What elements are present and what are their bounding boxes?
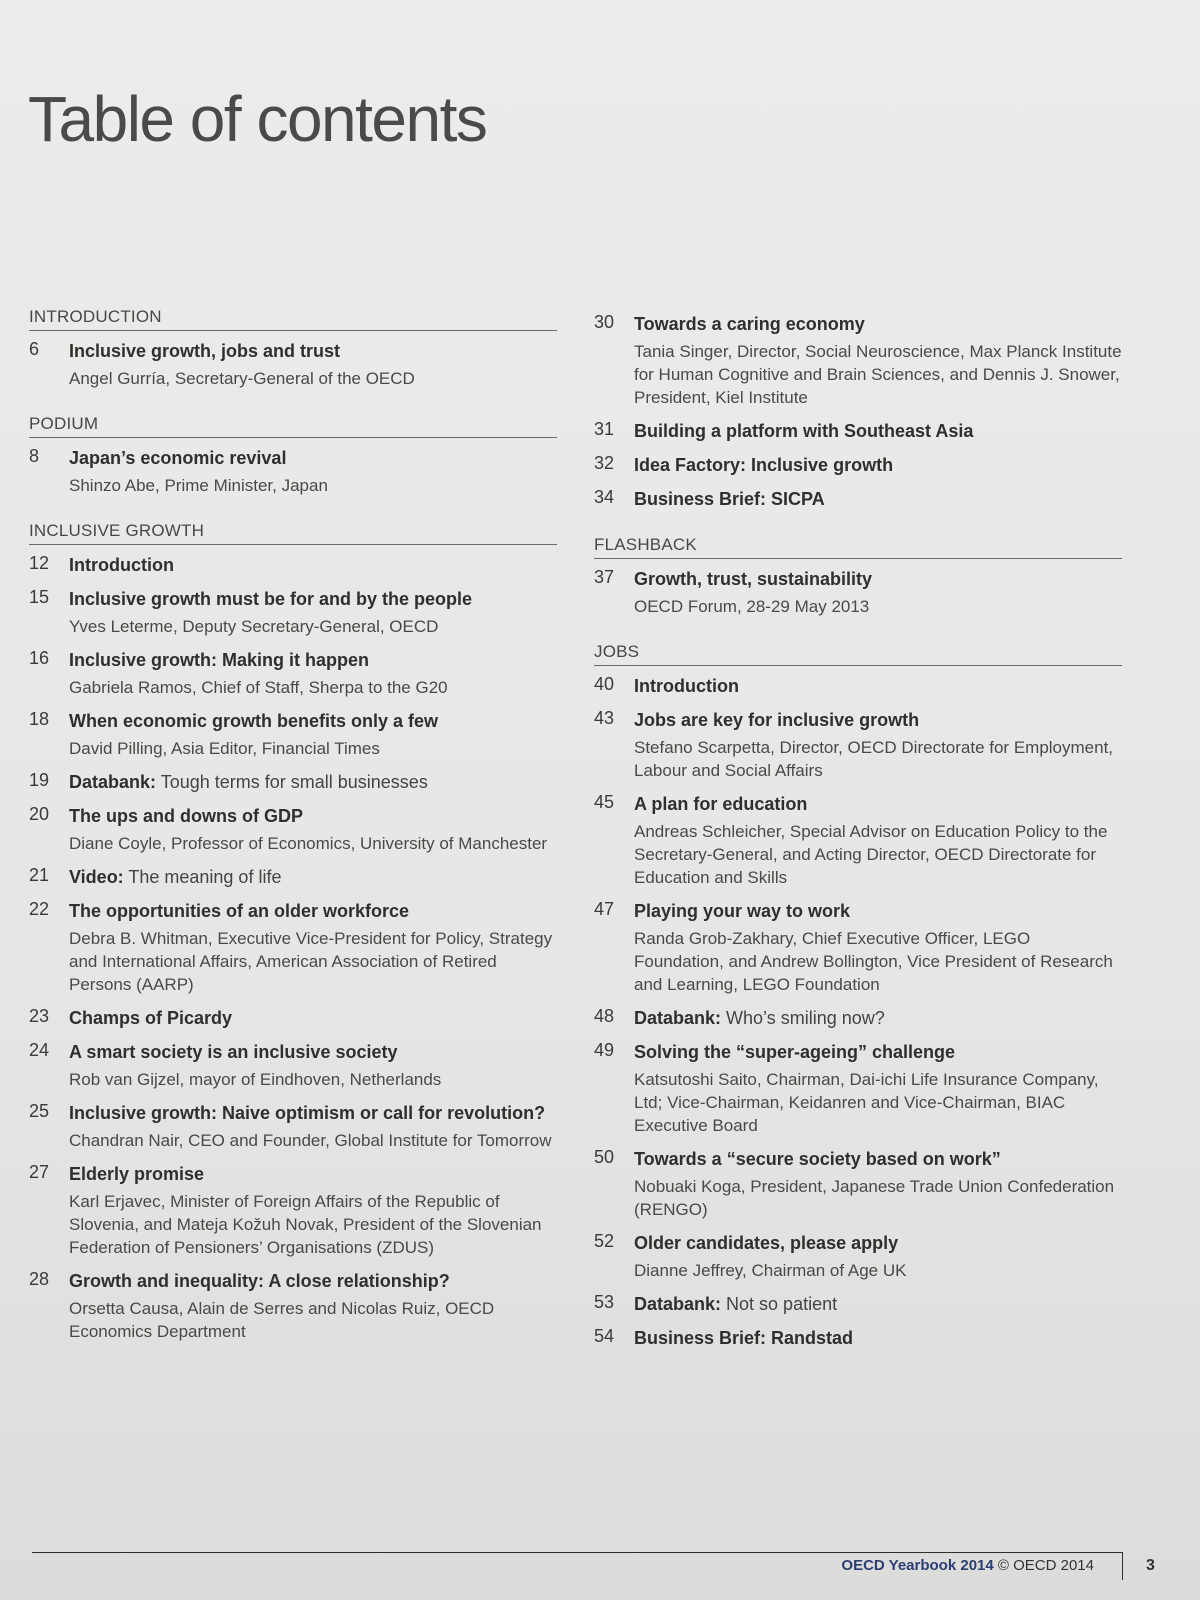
entry-title-text: Elderly promise [69,1164,205,1184]
entry-body [69,804,557,855]
toc-section [594,312,1122,511]
toc-entry[interactable] [29,648,557,699]
toc-entry[interactable] [594,567,1122,618]
entry-description: Debra B. Whitman, Executive Vice-President for Policy, Strategy and International Affairs, American Association of Retired Persons (AARP) [69,929,553,994]
entry-title[interactable] [634,1292,1122,1316]
entry-description: Nobuaki Koga, President, Japanese Trade Union Confederation (RENGO) [634,1177,1115,1219]
toc-entry[interactable] [594,1040,1122,1137]
entry-title-text: Inclusive growth: Naive optimism or call for revolution? [69,1103,546,1123]
toc-left-column [29,307,557,1367]
toc-section [29,521,557,1343]
entry-title[interactable] [634,1040,1122,1064]
entry-page-number: 54 [594,1326,615,1346]
entry-body [69,709,557,760]
entry-title[interactable] [634,899,1122,923]
entry-page-number: 24 [29,1040,50,1060]
entry-title[interactable] [69,1101,557,1125]
entry-title[interactable] [634,312,1122,336]
entry-page-number: 31 [594,419,615,439]
entry-title[interactable] [69,1040,557,1064]
entry-page-number: 37 [594,567,615,587]
entry-title-text: Jobs are key for inclusive growth [634,710,920,730]
entry-title-text: Towards a “secure society based on work” [634,1149,1001,1169]
entry-page-number: 12 [29,553,50,573]
entry-title[interactable] [634,1326,1122,1350]
entry-body [69,770,557,794]
entry-title-text: Older candidates, please apply [634,1233,899,1253]
entry-description: Karl Erjavec, Minister of Foreign Affairs of the Republic of Slovenia, and Mateja Kožuh Novak, President of the Slovenian Federation of Pensioners’ Organisations (ZDUS) [69,1192,542,1257]
entry-title[interactable] [634,487,1122,511]
entry-page-number: 16 [29,648,50,668]
entry-title-text: Inclusive growth must be for and by the people [69,589,473,609]
entry-page-number: 48 [594,1006,615,1026]
entry-body [634,899,1122,996]
toc-entry[interactable] [594,453,1122,477]
entry-page-number: 27 [29,1162,50,1182]
entry-title-text: A smart society is an inclusive society [69,1042,398,1062]
entry-description: Shinzo Abe, Prime Minister, Japan [69,476,328,495]
entry-body [69,1101,557,1152]
toc-entry[interactable] [29,587,557,638]
entry-title-text: Towards a caring economy [634,314,865,334]
footer-rule [32,1552,1122,1553]
entry-body [634,1147,1122,1221]
toc-entry[interactable] [29,770,557,794]
section-heading: FLASHBACK [594,535,1122,559]
entry-title[interactable] [634,453,1122,477]
toc-entry[interactable] [594,1147,1122,1221]
entry-title-rest: Not so patient [721,1294,838,1314]
toc-entry[interactable] [29,1040,557,1091]
entry-title[interactable] [634,674,1122,698]
entry-body [634,792,1122,889]
section-heading: INTRODUCTION [29,307,557,331]
toc-entry[interactable] [594,419,1122,443]
entry-description: Randa Grob-Zakhary, Chief Executive Officer, LEGO Foundation, and Andrew Bollington, Vice President of Research and Learning, LEGO Foundation [634,929,1113,994]
entry-description: Diane Coyle, Professor of Economics, University of Manchester [69,834,548,853]
entry-title-text: Solving the “super-ageing” challenge [634,1042,956,1062]
entry-page-number: 23 [29,1006,50,1026]
entry-title-text: A plan for education [634,794,808,814]
entry-body [634,1292,1122,1316]
entry-body [634,1231,1122,1282]
entry-title[interactable] [634,1147,1122,1171]
entry-page-number: 50 [594,1147,615,1167]
entry-page-number: 15 [29,587,50,607]
entry-page-number: 40 [594,674,615,694]
entry-title-text: The ups and downs of GDP [69,806,303,826]
entry-title[interactable] [69,899,557,923]
entry-description: Stefano Scarpetta, Director, OECD Directorate for Employment, Labour and Social Affairs [634,738,1114,780]
entry-title-text: Champs of Picardy [69,1008,233,1028]
toc-entry[interactable] [29,1101,557,1152]
entry-title[interactable] [69,1162,557,1186]
toc-entry[interactable] [594,1326,1122,1350]
entry-description: Tania Singer, Director, Social Neuroscience, Max Planck Institute for Human Cognitive and Brain Sciences, and Dennis J. Snower, President, Kiel Institute [634,342,1122,407]
entry-page-number: 47 [594,899,615,919]
entry-title-text: Playing your way to work [634,901,851,921]
entry-description: Andreas Schleicher, Special Advisor on Education Policy to the Secretary-General, and Acting Director, OECD Directorate for Education and Skills [634,822,1108,887]
toc-entry[interactable] [29,1006,557,1030]
entry-description: Yves Leterme, Deputy Secretary-General, OECD [69,617,439,636]
entry-page-number: 22 [29,899,50,919]
entry-body [69,899,557,996]
entry-body [634,1326,1122,1350]
entry-body [69,648,557,699]
toc-entry[interactable] [29,804,557,855]
entry-page-number: 19 [29,770,50,790]
entry-page-number: 53 [594,1292,615,1312]
entry-description: David Pilling, Asia Editor, Financial Times [69,739,380,758]
entry-title[interactable] [634,1231,1122,1255]
entry-title-text: The opportunities of an older workforce [69,901,410,921]
entry-title[interactable] [634,708,1122,732]
entry-body [634,708,1122,782]
entry-page-number: 21 [29,865,50,885]
entry-description: Orsetta Causa, Alain de Serres and Nicolas Ruiz, OECD Economics Department [69,1299,495,1341]
toc-entry[interactable] [29,553,557,577]
entry-page-number: 18 [29,709,50,729]
toc-entry[interactable] [594,1006,1122,1030]
entry-title-text: Business Brief: Randstad [634,1328,854,1348]
toc-entry[interactable] [29,1162,557,1259]
entry-page-number: 43 [594,708,615,728]
entry-title-rest: Who’s smiling now? [721,1008,885,1028]
entry-description: Rob van Gijzel, mayor of Eindhoven, Netherlands [69,1070,442,1089]
entry-title[interactable] [69,339,557,363]
entry-title-text: Video: [69,867,124,887]
toc-right-column [594,312,1122,1374]
footer-divider [1122,1552,1123,1580]
entry-page-number: 25 [29,1101,50,1121]
entry-title[interactable] [69,804,557,828]
entry-page-number: 28 [29,1269,50,1289]
entry-title-text: Databank: [69,772,157,792]
entry-page-number: 45 [594,792,615,812]
entry-title-rest: The meaning of life [123,867,282,887]
page-number: 3 [1146,1557,1155,1574]
toc-entry[interactable] [594,899,1122,996]
entry-body [634,1006,1122,1030]
entry-title-text: Building a platform with Southeast Asia [634,421,974,441]
entry-title[interactable] [69,648,557,672]
entry-body [69,1040,557,1091]
toc-entry[interactable] [29,709,557,760]
entry-title-text: Databank: [634,1294,722,1314]
entry-page-number: 52 [594,1231,615,1251]
entry-title-text: Idea Factory: Inclusive growth [634,455,894,475]
entry-title-text: Business Brief: SICPA [634,489,825,509]
entry-page-number: 6 [29,339,40,359]
toc-entry[interactable] [594,312,1122,409]
toc-entry[interactable] [29,899,557,996]
entry-title-text: Inclusive growth: Making it happen [69,650,370,670]
toc-entry[interactable] [29,865,557,889]
footer-copyright: © OECD 2014 [993,1557,1094,1574]
entry-title-rest: Tough terms for small businesses [156,772,428,792]
entry-body [69,339,557,390]
entry-body [634,1040,1122,1137]
entry-body [69,1269,557,1343]
entry-title[interactable] [69,553,557,577]
toc-entry[interactable] [29,1269,557,1343]
toc-section [594,535,1122,618]
entry-description: OECD Forum, 28-29 May 2013 [634,597,870,616]
entry-body [69,865,557,889]
toc-entry[interactable] [594,1292,1122,1316]
toc-section [594,642,1122,1350]
entry-title[interactable] [69,865,557,889]
toc-entry[interactable] [594,1231,1122,1282]
toc-entry[interactable] [594,792,1122,889]
entry-body [634,674,1122,698]
toc-section [29,414,557,497]
entry-body [69,446,557,497]
entry-title-text: Growth, trust, sustainability [634,569,873,589]
entry-title-text: Databank: [634,1008,722,1028]
page-title: Table of contents [28,83,487,155]
entry-title[interactable] [69,446,557,470]
entry-description: Katsutoshi Saito, Chairman, Dai-ichi Life Insurance Company, Ltd; Vice-Chairman, Keidanren and Vice-Chairman, BIAC Executive Board [634,1070,1099,1135]
entry-body [69,1006,557,1030]
entry-body [634,453,1122,477]
entry-body [634,567,1122,618]
toc-entry[interactable] [594,487,1122,511]
toc-entry[interactable] [594,674,1122,698]
entry-body [69,553,557,577]
entry-body [634,487,1122,511]
entry-title[interactable] [69,770,557,794]
toc-entry[interactable] [594,708,1122,782]
toc-section [29,307,557,390]
entry-page-number: 8 [29,446,40,466]
entry-body [69,1162,557,1259]
entry-description: Angel Gurría, Secretary-General of the OECD [69,369,415,388]
entry-title-text: Introduction [69,555,174,575]
entry-body [69,587,557,638]
entry-description: Chandran Nair, CEO and Founder, Global Institute for Tomorrow [69,1131,552,1150]
entry-page-number: 49 [594,1040,615,1060]
entry-title[interactable] [634,567,1122,591]
section-heading: JOBS [594,642,1122,666]
entry-title-text: Growth and inequality: A close relationship? [69,1271,450,1291]
entry-title[interactable] [634,1006,1122,1030]
section-heading: INCLUSIVE GROWTH [29,521,557,545]
entry-page-number: 30 [594,312,615,332]
entry-title-text: When economic growth benefits only a few [69,711,439,731]
entry-description: Dianne Jeffrey, Chairman of Age UK [634,1261,907,1280]
footer-brand: OECD Yearbook 2014 [841,1557,994,1574]
entry-title[interactable] [634,419,1122,443]
section-heading: PODIUM [29,414,557,438]
entry-body [634,312,1122,409]
entry-page-number: 32 [594,453,615,473]
entry-title[interactable] [634,792,1122,816]
entry-page-number: 20 [29,804,50,824]
toc-entry[interactable] [29,446,557,497]
toc-entry[interactable] [29,339,557,390]
entry-page-number: 34 [594,487,615,507]
entry-title-text: Japan’s economic revival [69,448,287,468]
entry-title[interactable] [69,1006,557,1030]
footer-text [841,1557,1094,1574]
entry-title[interactable] [69,587,557,611]
entry-title[interactable] [69,709,557,733]
entry-body [634,419,1122,443]
entry-title[interactable] [69,1269,557,1293]
entry-title-text: Introduction [634,676,739,696]
entry-description: Gabriela Ramos, Chief of Staff, Sherpa to the G20 [69,678,448,697]
entry-title-text: Inclusive growth, jobs and trust [69,341,341,361]
